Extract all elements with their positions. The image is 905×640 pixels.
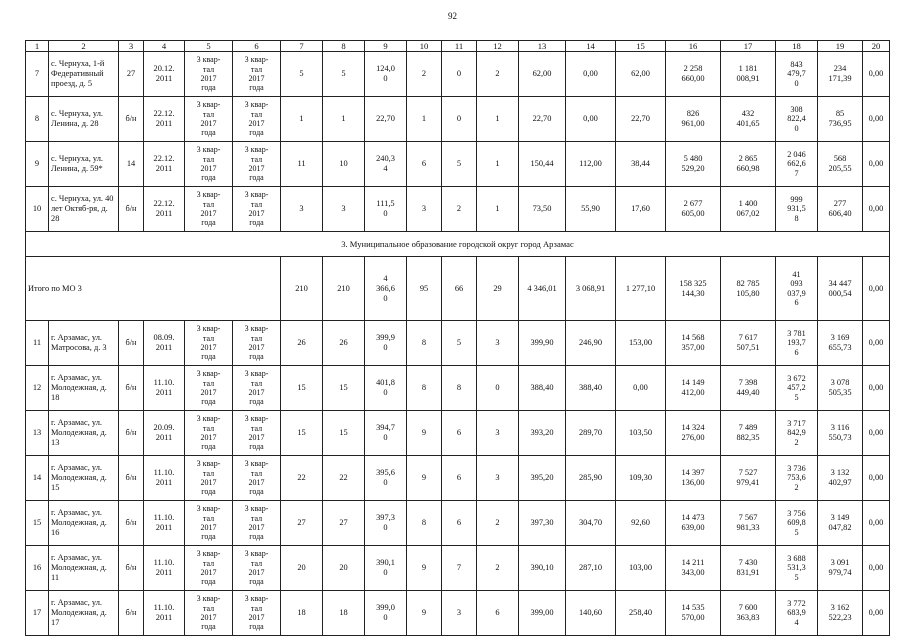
address-cell: с. Чернуха, ул. Ленина, д. 28 — [49, 97, 119, 142]
date-cell: 08.09. 2011 — [144, 321, 185, 366]
value-cell: 2 — [477, 52, 519, 97]
total-value-cell: 4 346,01 — [519, 257, 566, 321]
value-cell: 234 171,39 — [818, 52, 863, 97]
value-cell: 0 — [477, 366, 519, 411]
column-header: 13 — [519, 41, 566, 52]
column-header: 14 — [566, 41, 616, 52]
quarter-cell: 3 квар- тал 2017 года — [233, 411, 281, 456]
value-cell: 6 — [442, 411, 477, 456]
column-header: 20 — [863, 41, 890, 52]
value-cell: 8 — [442, 366, 477, 411]
column-header: 8 — [323, 41, 365, 52]
row-number: 14 — [26, 456, 49, 501]
column-header: 4 — [144, 41, 185, 52]
value-cell: 1 — [477, 187, 519, 232]
value-cell: 14 324 276,00 — [666, 411, 721, 456]
value-cell: 7 398 449,40 — [721, 366, 776, 411]
date-cell: 11.10. 2011 — [144, 456, 185, 501]
value-cell: 1 — [477, 142, 519, 187]
value-cell: 0,00 — [616, 366, 666, 411]
value-cell: 2 — [477, 546, 519, 591]
doc-number-cell: б/н — [119, 366, 144, 411]
quarter-cell: 3 квар- тал 2017 года — [233, 456, 281, 501]
quarter-cell: 3 квар- тал 2017 года — [233, 546, 281, 591]
column-header: 10 — [407, 41, 442, 52]
value-cell: 843 479,7 0 — [776, 52, 818, 97]
value-cell: 2 046 662,6 7 — [776, 142, 818, 187]
value-cell: 140,60 — [566, 591, 616, 636]
table-row — [26, 187, 890, 232]
address-cell: г. Арзамас, ул. Молодежная, д. 13 — [49, 411, 119, 456]
value-cell: 390,1 0 — [365, 546, 407, 591]
value-cell: 397,30 — [519, 501, 566, 546]
value-cell: 62,00 — [519, 52, 566, 97]
value-cell: 0,00 — [863, 591, 890, 636]
table-row — [26, 411, 890, 456]
value-cell: 3 — [477, 321, 519, 366]
quarter-cell: 3 квар- тал 2017 года — [185, 321, 233, 366]
doc-number-cell: б/н — [119, 187, 144, 232]
value-cell: 999 931,5 8 — [776, 187, 818, 232]
quarter-cell: 3 квар- тал 2017 года — [185, 52, 233, 97]
value-cell: 7 567 981,33 — [721, 501, 776, 546]
column-header: 12 — [477, 41, 519, 52]
value-cell: 3 — [407, 187, 442, 232]
value-cell: 27 — [323, 501, 365, 546]
quarter-cell: 3 квар- тал 2017 года — [233, 366, 281, 411]
quarter-cell: 3 квар- тал 2017 года — [185, 411, 233, 456]
value-cell: 85 736,95 — [818, 97, 863, 142]
date-cell: 11.10. 2011 — [144, 591, 185, 636]
value-cell: 10 — [323, 142, 365, 187]
value-cell: 73,50 — [519, 187, 566, 232]
value-cell: 6 — [407, 142, 442, 187]
value-cell: 388,40 — [566, 366, 616, 411]
total-value-cell: 210 — [323, 257, 365, 321]
total-value-cell: 0,00 — [863, 257, 890, 321]
value-cell: 1 — [323, 97, 365, 142]
column-header: 5 — [185, 41, 233, 52]
value-cell: 2 865 660,98 — [721, 142, 776, 187]
doc-number-cell: 14 — [119, 142, 144, 187]
column-header: 16 — [666, 41, 721, 52]
row-number: 13 — [26, 411, 49, 456]
address-cell: г. Арзамас, ул. Молодежная, д. 17 — [49, 591, 119, 636]
value-cell: 38,44 — [616, 142, 666, 187]
value-cell: 388,40 — [519, 366, 566, 411]
value-cell: 0,00 — [863, 366, 890, 411]
value-cell: 153,00 — [616, 321, 666, 366]
row-number: 7 — [26, 52, 49, 97]
column-header: 15 — [616, 41, 666, 52]
total-value-cell: 34 447 000,54 — [818, 257, 863, 321]
table-row — [26, 366, 890, 411]
quarter-cell: 3 квар- тал 2017 года — [185, 142, 233, 187]
total-value-cell: 41 093 037,9 6 — [776, 257, 818, 321]
value-cell: 3 688 531,3 5 — [776, 546, 818, 591]
total-value-cell: 82 785 105,80 — [721, 257, 776, 321]
value-cell: 0 — [442, 52, 477, 97]
value-cell: 15 — [323, 411, 365, 456]
value-cell: 5 480 529,20 — [666, 142, 721, 187]
doc-number-cell: 27 — [119, 52, 144, 97]
value-cell: 394,7 0 — [365, 411, 407, 456]
date-cell: 22.12. 2011 — [144, 142, 185, 187]
quarter-cell: 3 квар- тал 2017 года — [233, 321, 281, 366]
value-cell: 2 677 605,00 — [666, 187, 721, 232]
value-cell: 3 772 683,9 4 — [776, 591, 818, 636]
value-cell: 11 — [281, 142, 323, 187]
row-number: 10 — [26, 187, 49, 232]
value-cell: 1 181 008,91 — [721, 52, 776, 97]
doc-number-cell: б/н — [119, 97, 144, 142]
doc-number-cell: б/н — [119, 546, 144, 591]
value-cell: 289,70 — [566, 411, 616, 456]
value-cell: 3 — [281, 187, 323, 232]
value-cell: 1 — [477, 97, 519, 142]
value-cell: 2 — [407, 52, 442, 97]
address-cell: г. Арзамас, ул. Молодежная, д. 18 — [49, 366, 119, 411]
value-cell: 1 400 067,02 — [721, 187, 776, 232]
total-value-cell: 66 — [442, 257, 477, 321]
total-value-cell: 29 — [477, 257, 519, 321]
value-cell: 287,10 — [566, 546, 616, 591]
table-row — [26, 52, 890, 97]
date-cell: 11.10. 2011 — [144, 546, 185, 591]
column-header: 3 — [119, 41, 144, 52]
value-cell: 15 — [281, 366, 323, 411]
address-cell: г. Арзамас, ул. Молодежная, д. 15 — [49, 456, 119, 501]
quarter-cell: 3 квар- тал 2017 года — [233, 142, 281, 187]
value-cell: 3 781 193,7 6 — [776, 321, 818, 366]
quarter-cell: 3 квар- тал 2017 года — [185, 97, 233, 142]
value-cell: 26 — [281, 321, 323, 366]
quarter-cell: 3 квар- тал 2017 года — [185, 456, 233, 501]
value-cell: 3 672 457,2 5 — [776, 366, 818, 411]
value-cell: 246,90 — [566, 321, 616, 366]
table-row — [26, 591, 890, 636]
value-cell: 568 205,55 — [818, 142, 863, 187]
value-cell: 258,40 — [616, 591, 666, 636]
value-cell: 0,00 — [863, 501, 890, 546]
value-cell: 8 — [407, 501, 442, 546]
value-cell: 0,00 — [863, 321, 890, 366]
value-cell: 3 149 047,82 — [818, 501, 863, 546]
value-cell: 240,3 4 — [365, 142, 407, 187]
value-cell: 0,00 — [863, 187, 890, 232]
address-cell: г. Арзамас, ул. Молодежная, д. 11 — [49, 546, 119, 591]
value-cell: 285,90 — [566, 456, 616, 501]
table-row — [26, 321, 890, 366]
value-cell: 103,50 — [616, 411, 666, 456]
date-cell: 20.09. 2011 — [144, 411, 185, 456]
address-cell: с. Чернуха, 1-й Федеративный проезд, д. 5 — [49, 52, 119, 97]
value-cell: 0,00 — [863, 456, 890, 501]
value-cell: 18 — [323, 591, 365, 636]
quarter-cell: 3 квар- тал 2017 года — [185, 546, 233, 591]
value-cell: 92,60 — [616, 501, 666, 546]
value-cell: 397,3 0 — [365, 501, 407, 546]
total-value-cell: 95 — [407, 257, 442, 321]
value-cell: 20 — [281, 546, 323, 591]
value-cell: 0,00 — [863, 97, 890, 142]
value-cell: 7 600 363,83 — [721, 591, 776, 636]
value-cell: 304,70 — [566, 501, 616, 546]
quarter-cell: 3 квар- тал 2017 года — [185, 501, 233, 546]
value-cell: 3 091 979,74 — [818, 546, 863, 591]
date-cell: 22.12. 2011 — [144, 187, 185, 232]
housing-table — [25, 40, 890, 636]
total-row — [26, 257, 890, 321]
value-cell: 395,20 — [519, 456, 566, 501]
value-cell: 111,5 0 — [365, 187, 407, 232]
total-value-cell: 4 366,6 0 — [365, 257, 407, 321]
value-cell: 3 756 609,8 5 — [776, 501, 818, 546]
value-cell: 20 — [323, 546, 365, 591]
value-cell: 109,30 — [616, 456, 666, 501]
value-cell: 826 961,00 — [666, 97, 721, 142]
value-cell: 5 — [442, 321, 477, 366]
row-number: 11 — [26, 321, 49, 366]
value-cell: 393,20 — [519, 411, 566, 456]
value-cell: 14 473 639,00 — [666, 501, 721, 546]
value-cell: 14 535 570,00 — [666, 591, 721, 636]
value-cell: 2 — [442, 187, 477, 232]
value-cell: 14 568 357,00 — [666, 321, 721, 366]
value-cell: 9 — [407, 456, 442, 501]
value-cell: 1 — [407, 97, 442, 142]
value-cell: 2 — [477, 501, 519, 546]
column-header: 17 — [721, 41, 776, 52]
value-cell: 0,00 — [863, 546, 890, 591]
value-cell: 22,70 — [365, 97, 407, 142]
value-cell: 277 606,40 — [818, 187, 863, 232]
value-cell: 22 — [323, 456, 365, 501]
value-cell: 15 — [323, 366, 365, 411]
value-cell: 3 — [442, 591, 477, 636]
value-cell: 3 — [477, 411, 519, 456]
value-cell: 7 489 882,35 — [721, 411, 776, 456]
value-cell: 5 — [442, 142, 477, 187]
value-cell: 17,60 — [616, 187, 666, 232]
value-cell: 399,0 0 — [365, 591, 407, 636]
column-header: 19 — [818, 41, 863, 52]
value-cell: 7 527 979,41 — [721, 456, 776, 501]
column-header: 11 — [442, 41, 477, 52]
date-cell: 22.12. 2011 — [144, 97, 185, 142]
value-cell: 18 — [281, 591, 323, 636]
table-row — [26, 456, 890, 501]
quarter-cell: 3 квар- тал 2017 года — [233, 97, 281, 142]
table-row — [26, 97, 890, 142]
value-cell: 5 — [281, 52, 323, 97]
value-cell: 112,00 — [566, 142, 616, 187]
quarter-cell: 3 квар- тал 2017 года — [233, 591, 281, 636]
value-cell: 3 132 402,97 — [818, 456, 863, 501]
row-number: 8 — [26, 97, 49, 142]
value-cell: 14 149 412,00 — [666, 366, 721, 411]
value-cell: 27 — [281, 501, 323, 546]
row-number: 9 — [26, 142, 49, 187]
value-cell: 7 617 507,51 — [721, 321, 776, 366]
section-row — [26, 232, 890, 257]
value-cell: 3 162 522,23 — [818, 591, 863, 636]
value-cell: 399,90 — [519, 321, 566, 366]
address-cell: с. Чернуха, ул. Ленина, д. 59* — [49, 142, 119, 187]
value-cell: 8 — [407, 321, 442, 366]
column-header: 9 — [365, 41, 407, 52]
total-value-cell: 1 277,10 — [616, 257, 666, 321]
value-cell: 0,00 — [863, 52, 890, 97]
value-cell: 9 — [407, 591, 442, 636]
table-row — [26, 142, 890, 187]
value-cell: 7 430 831,91 — [721, 546, 776, 591]
total-value-cell: 158 325 144,30 — [666, 257, 721, 321]
value-cell: 2 258 660,00 — [666, 52, 721, 97]
value-cell: 399,9 0 — [365, 321, 407, 366]
value-cell: 0,00 — [863, 411, 890, 456]
value-cell: 6 — [477, 591, 519, 636]
page-number: 92 — [448, 11, 457, 21]
column-header: 2 — [49, 41, 119, 52]
value-cell: 15 — [281, 411, 323, 456]
quarter-cell: 3 квар- тал 2017 года — [233, 501, 281, 546]
value-cell: 401,8 0 — [365, 366, 407, 411]
value-cell: 150,44 — [519, 142, 566, 187]
value-cell: 26 — [323, 321, 365, 366]
value-cell: 390,10 — [519, 546, 566, 591]
row-number: 17 — [26, 591, 49, 636]
value-cell: 9 — [407, 411, 442, 456]
total-value-cell: 210 — [281, 257, 323, 321]
value-cell: 0,00 — [863, 142, 890, 187]
value-cell: 3 — [477, 456, 519, 501]
value-cell: 55,90 — [566, 187, 616, 232]
value-cell: 6 — [442, 501, 477, 546]
value-cell: 22,70 — [616, 97, 666, 142]
value-cell: 103,00 — [616, 546, 666, 591]
value-cell: 3 736 753,6 2 — [776, 456, 818, 501]
value-cell: 124,0 0 — [365, 52, 407, 97]
section-title: 3. Муниципальное образование городской округ город Арзамас — [26, 232, 890, 257]
value-cell: 0,00 — [566, 52, 616, 97]
date-cell: 11.10. 2011 — [144, 366, 185, 411]
value-cell: 5 — [323, 52, 365, 97]
table-body — [26, 41, 890, 636]
total-value-cell: 3 068,91 — [566, 257, 616, 321]
value-cell: 3 — [323, 187, 365, 232]
quarter-cell: 3 квар- тал 2017 года — [185, 187, 233, 232]
value-cell: 8 — [407, 366, 442, 411]
row-number: 15 — [26, 501, 49, 546]
value-cell: 395,6 0 — [365, 456, 407, 501]
value-cell: 3 717 842,9 2 — [776, 411, 818, 456]
doc-number-cell: б/н — [119, 501, 144, 546]
value-cell: 7 — [442, 546, 477, 591]
value-cell: 3 078 505,35 — [818, 366, 863, 411]
value-cell: 432 401,65 — [721, 97, 776, 142]
column-number-row — [26, 41, 890, 52]
quarter-cell: 3 квар- тал 2017 года — [185, 366, 233, 411]
value-cell: 308 822,4 0 — [776, 97, 818, 142]
value-cell: 14 211 343,00 — [666, 546, 721, 591]
value-cell: 399,00 — [519, 591, 566, 636]
column-header: 7 — [281, 41, 323, 52]
doc-number-cell: б/н — [119, 456, 144, 501]
quarter-cell: 3 квар- тал 2017 года — [233, 187, 281, 232]
total-label: Итого по МО 3 — [26, 257, 281, 321]
date-cell: 20.12. 2011 — [144, 52, 185, 97]
row-number: 16 — [26, 546, 49, 591]
table-row — [26, 501, 890, 546]
value-cell: 22,70 — [519, 97, 566, 142]
value-cell: 22 — [281, 456, 323, 501]
value-cell: 0 — [442, 97, 477, 142]
doc-number-cell: б/н — [119, 321, 144, 366]
value-cell: 62,00 — [616, 52, 666, 97]
address-cell: с. Чернуха, ул. 40 лет Октяб-ря, д. 28 — [49, 187, 119, 232]
quarter-cell: 3 квар- тал 2017 года — [233, 52, 281, 97]
value-cell: 1 — [281, 97, 323, 142]
column-header: 18 — [776, 41, 818, 52]
column-header: 1 — [26, 41, 49, 52]
date-cell: 11.10. 2011 — [144, 501, 185, 546]
address-cell: г. Арзамас, ул. Матросова, д. 3 — [49, 321, 119, 366]
row-number: 12 — [26, 366, 49, 411]
value-cell: 14 397 136,00 — [666, 456, 721, 501]
doc-number-cell: б/н — [119, 411, 144, 456]
address-cell: г. Арзамас, ул. Молодежная, д. 16 — [49, 501, 119, 546]
quarter-cell: 3 квар- тал 2017 года — [185, 591, 233, 636]
value-cell: 3 116 550,73 — [818, 411, 863, 456]
doc-number-cell: б/н — [119, 591, 144, 636]
value-cell: 6 — [442, 456, 477, 501]
value-cell: 9 — [407, 546, 442, 591]
column-header: 6 — [233, 41, 281, 52]
table-row — [26, 546, 890, 591]
value-cell: 3 169 655,73 — [818, 321, 863, 366]
value-cell: 0,00 — [566, 97, 616, 142]
